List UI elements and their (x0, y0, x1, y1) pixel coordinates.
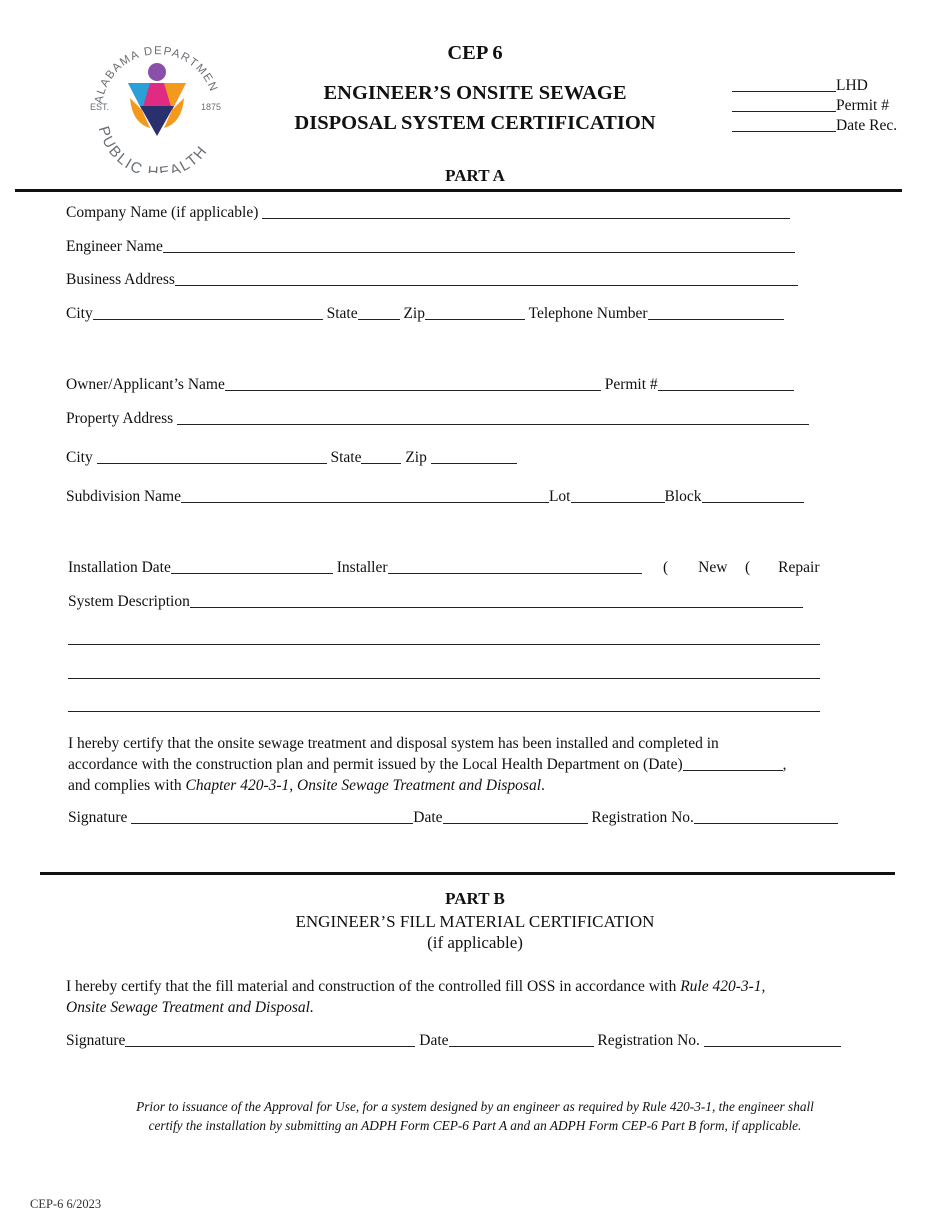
system-description-field[interactable] (190, 593, 803, 608)
telephone-label: Telephone Number (528, 305, 648, 322)
subdivision-row (66, 488, 804, 506)
form-title-line2: DISPOSAL SYSTEM CERTIFICATION (294, 112, 656, 134)
engineer-name-field[interactable] (163, 238, 795, 253)
footnote-line2: certify the installation by submitting an ADPH Form CEP-6 Part A and an ADPH Form CEP-6 Part B form, if applicable. (148, 1118, 802, 1133)
cert-a-line1: I hereby certify that the onsite sewage treatment and disposal system has been installed and completed in (68, 735, 719, 752)
part-a-divider (15, 189, 902, 192)
cert-a-line3-row (68, 775, 787, 796)
property-city-label: City (66, 449, 93, 466)
form-id: CEP-6 6/2023 (30, 1197, 102, 1211)
cert-a-chapter: Chapter 420-3-1, Onsite Sewage Treatment and Disposal (185, 777, 542, 794)
company-name-row (66, 204, 790, 222)
new-label: New (698, 559, 728, 576)
subdivision-label: Subdivision Name (66, 488, 181, 505)
new-checkbox[interactable] (663, 559, 727, 577)
repair-checkbox[interactable] (745, 559, 820, 577)
part-a-signature-row (68, 809, 838, 827)
cert-a-line3-start: and complies with (68, 777, 186, 794)
block-label: Block (664, 488, 702, 505)
date-b-field[interactable] (449, 1032, 594, 1047)
system-description-line-4[interactable] (68, 711, 820, 712)
cert-a-line2: accordance with the construction plan and permit issued by the Local Health Department on (Date) (68, 756, 683, 773)
office-lhd-row (732, 77, 868, 95)
owner-name-label: Owner/Applicant’s Name (66, 376, 225, 393)
date-rec-field[interactable] (732, 117, 836, 132)
office-date-rec-row (732, 117, 897, 135)
form-code: CEP 6 (447, 42, 503, 64)
company-name-label: Company Name (if applicable) (66, 204, 259, 221)
office-permit-field[interactable] (732, 97, 836, 112)
cert-date-field[interactable] (683, 756, 783, 771)
cert-b-line2: Onsite Sewage Treatment and Disposal. (66, 999, 314, 1016)
registration-b-label: Registration No. (597, 1032, 700, 1049)
property-address-field[interactable] (177, 410, 809, 425)
property-city-row (66, 449, 517, 467)
business-address-row (66, 271, 798, 289)
part-a-heading: PART A (445, 166, 505, 185)
state-label: State (326, 305, 358, 322)
lhd-field[interactable] (732, 77, 836, 92)
date-b-label: Date (419, 1032, 449, 1049)
adph-logo (80, 28, 230, 173)
registration-a-label: Registration No. (591, 809, 694, 826)
adph-seal-icon (80, 28, 230, 173)
property-zip-label: Zip (405, 449, 427, 466)
part-b-if-applicable: (if applicable) (427, 933, 523, 952)
installer-label: Installer (336, 559, 388, 576)
cert-a-line2-row (68, 754, 787, 775)
registration-a-field[interactable] (694, 809, 838, 824)
cert-a-line3-end: . (541, 777, 545, 794)
part-b-divider (40, 872, 895, 875)
engineer-name-row (66, 238, 795, 256)
property-city-field[interactable] (97, 449, 327, 464)
logo-est: EST. (90, 102, 110, 112)
property-address-row (66, 410, 809, 428)
date-a-label: Date (413, 809, 443, 826)
repair-checkbox-paren: ( (745, 559, 751, 576)
owner-name-field[interactable] (225, 376, 601, 391)
engineer-name-label: Engineer Name (66, 238, 163, 255)
registration-b-field[interactable] (704, 1032, 841, 1047)
part-b-signature-row (66, 1032, 841, 1050)
system-description-label: System Description (68, 593, 190, 610)
state-field[interactable] (358, 305, 400, 320)
business-address-field[interactable] (175, 271, 798, 286)
part-b-certification (66, 976, 765, 1018)
logo-year: 1875 (201, 102, 222, 112)
repair-label: Repair (778, 559, 820, 576)
telephone-field[interactable] (648, 305, 784, 320)
system-description-row (68, 593, 803, 611)
cert-b-line1-row (66, 976, 765, 997)
subdivision-field[interactable] (181, 488, 549, 503)
part-b-subheading: ENGINEER’S FILL MATERIAL CERTIFICATION (295, 912, 655, 931)
installer-field[interactable] (388, 559, 642, 574)
installation-date-label: Installation Date (68, 559, 171, 576)
permit-label: Permit # (604, 376, 658, 393)
business-city-row (66, 305, 784, 323)
form-title-line1: ENGINEER’S ONSITE SEWAGE (323, 82, 627, 104)
lhd-label: LHD (836, 77, 868, 94)
property-zip-field[interactable] (431, 449, 517, 464)
signature-a-field[interactable] (131, 809, 413, 824)
property-address-label: Property Address (66, 410, 174, 427)
signature-b-label: Signature (66, 1032, 126, 1049)
part-b-heading: PART B (445, 889, 505, 908)
signature-a-label: Signature (68, 809, 128, 826)
installation-date-field[interactable] (171, 559, 333, 574)
logo-arc-top: ALABAMA DEPARTMEN (93, 45, 220, 105)
cert-a-line2-end: , (782, 756, 787, 773)
zip-label: Zip (403, 305, 425, 322)
installation-row (68, 559, 642, 577)
part-a-certification (68, 733, 787, 796)
owner-row (66, 376, 794, 394)
logo-arc-bottom: PUBLIC HEALTH (94, 124, 212, 173)
office-permit-label: Permit # (836, 97, 889, 114)
property-state-field[interactable] (361, 449, 401, 464)
new-checkbox-paren: ( (663, 559, 669, 576)
city-field[interactable] (93, 305, 323, 320)
system-description-line-3[interactable] (68, 678, 820, 679)
permit-field[interactable] (658, 376, 794, 391)
company-name-field[interactable] (262, 204, 790, 219)
office-permit-row (732, 97, 889, 115)
system-description-line-2[interactable] (68, 644, 820, 645)
property-state-label: State (330, 449, 362, 466)
lot-field[interactable] (571, 488, 665, 503)
date-rec-label: Date Rec. (836, 117, 898, 134)
block-field[interactable] (702, 488, 804, 503)
city-label: City (66, 305, 93, 322)
business-address-label: Business Address (66, 271, 175, 288)
date-a-field[interactable] (443, 809, 588, 824)
lot-label: Lot (548, 488, 571, 505)
footnote-line1: Prior to issuance of the Approval for Use, for a system designed by an engineer as required by Rule 420-3-1, the engineer shall (136, 1099, 814, 1114)
cert-b-line1-start: I hereby certify that the fill material and construction of the controlled fill OSS in accordance with (66, 978, 681, 995)
signature-b-field[interactable] (125, 1032, 415, 1047)
zip-field[interactable] (425, 305, 525, 320)
footnote (40, 1097, 910, 1135)
cert-b-rule: Rule 420-3-1, (680, 978, 766, 995)
